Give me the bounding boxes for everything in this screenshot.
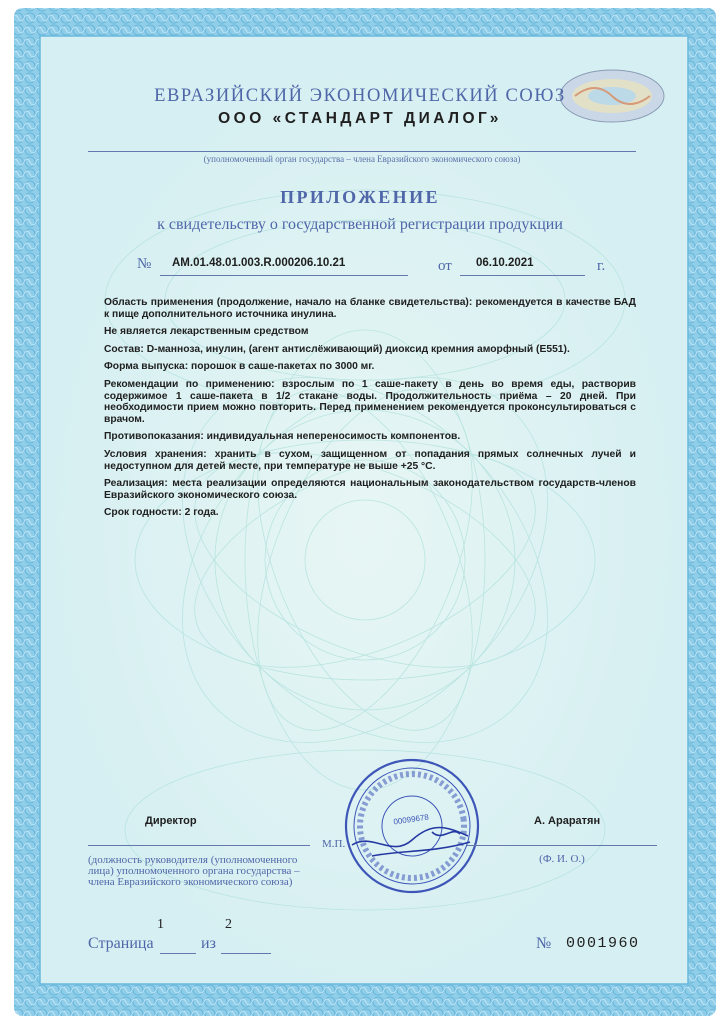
- date-suffix: г.: [597, 258, 606, 274]
- document-title: ПРИЛОЖЕНИЕ: [280, 187, 440, 207]
- union-title: ЕВРАЗИЙСКИЙ ЭКОНОМИЧЕСКИЙ СОЮЗ: [154, 86, 566, 106]
- paragraph-composition: Состав: D-манноза, инулин, (агент антислёживающий) диоксид кремния аморфный (E551).: [104, 343, 570, 355]
- paragraph-storage: Условия хранения: хранить в сухом, защищенном от попадания прямых солнечных лучей и недоступном для детей месте, при температуре не выше +25 °С.: [104, 448, 636, 472]
- org-caption: (уполномоченный орган государства – члена Евразийского экономического союза): [203, 154, 521, 164]
- registration-date: 06.10.2021: [476, 257, 534, 269]
- paragraph-recommendations: Рекомендации по применению: взрослым по 1 саше-пакету в день во время еды, растворив содержимое 1 саше-пакета в 1/2 стакане воды. Продолжительность приёма – 20 дней. При необходимости прием можно повторить. Перед применением рекомендуется проконсультироваться с врачом.: [104, 378, 636, 425]
- director-underline: [88, 845, 310, 846]
- serial-number: 0001960: [566, 935, 640, 952]
- paragraph-not-medicine: Не является лекарственным средством: [104, 326, 309, 338]
- registration-number: AM.01.48.01.003.R.000206.10.21: [172, 257, 346, 269]
- position-caption: (должность руководителя (уполномоченного лица) уполномоченного органа государства – члена Евразийского экономического союза): [88, 854, 300, 888]
- page-of-label: из: [201, 935, 216, 952]
- paragraph-form: Форма выпуска: порошок в саше-пакетах по 3000 мг.: [104, 361, 375, 373]
- divider: [88, 151, 636, 152]
- date-underline: [460, 275, 585, 276]
- date-prefix: от: [438, 258, 452, 274]
- number-underline: [160, 275, 408, 276]
- paragraph-sales: Реализация: места реализации определяются национальным законодательством государств-членов Евразийского экономического союза.: [104, 478, 636, 501]
- director-label: Директор: [145, 815, 197, 827]
- page-label: Страница: [88, 935, 154, 952]
- name-caption: (Ф. И. О.): [539, 853, 585, 865]
- number-sign: №: [137, 256, 152, 272]
- stamp-place-label: М.П.: [322, 838, 346, 850]
- company-name: ООО «СТАНДАРТ ДИАЛОГ»: [218, 110, 502, 127]
- body-text: [104, 297, 636, 525]
- paragraph-shelf-life: Срок годности: 2 года.: [104, 507, 219, 519]
- page-current-underline: [160, 953, 196, 954]
- name-underline: [467, 845, 657, 846]
- page-total-underline: [221, 953, 271, 954]
- serial-sign: №: [536, 935, 552, 952]
- paragraph-contraindications: Противопоказания: индивидуальная непереносимость компонентов.: [104, 431, 461, 443]
- director-name: А. Араратян: [534, 815, 601, 827]
- document-subtitle: к свидетельству о государственной регистрации продукции: [157, 216, 563, 233]
- page-total: 2: [225, 917, 232, 932]
- hologram-seal: [560, 70, 664, 122]
- stamp-number: 00099678: [392, 812, 430, 827]
- paragraph-application: Область применения (продолжение, начало на бланке свидетельства): рекомендуется в качестве БАД к пище дополнительного источника инулина.: [104, 297, 636, 320]
- page-current: 1: [157, 917, 164, 932]
